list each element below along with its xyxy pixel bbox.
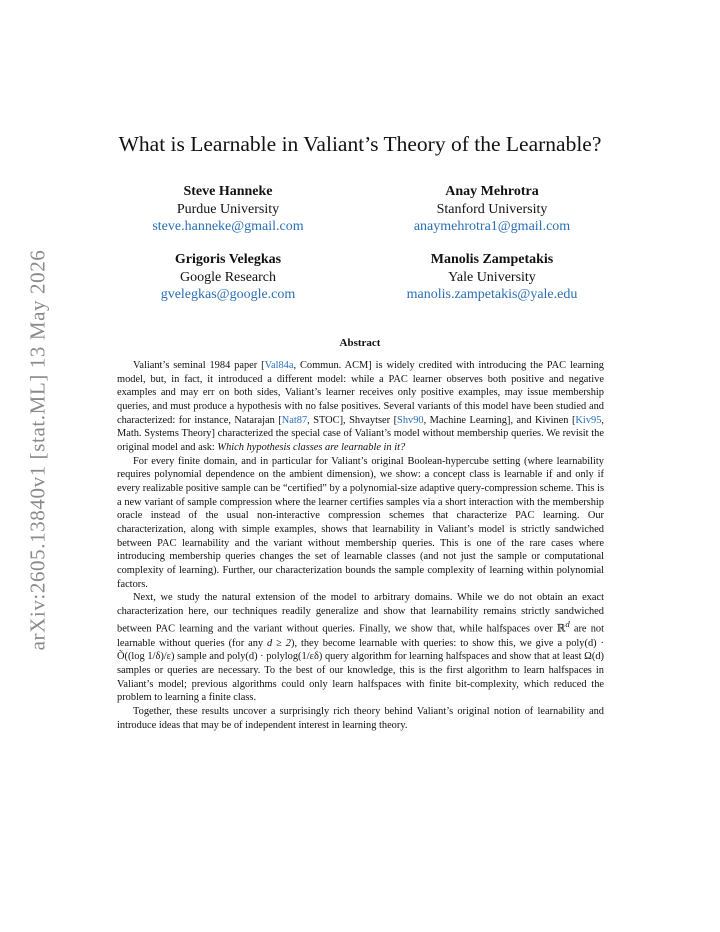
author-block [98, 251, 358, 304]
abstract-paragraph: For every finite domain, and in particular for Valiant’s original Boolean-hypercube setting (where learnability requires polynomial dependence on the ambient dimension), we show: a concept class is learnable if and only if every realizable positive sample can be “certified” by a polynomial-size adaptive query-compression scheme. This is a new variant of sample compression where the learner certifies samples via a short interaction with the membership oracle instead of the usual non-interactive compression schemes that characterize PAC learning. Our characterization, along with simple examples, shows that learnability in Valiant’s model is strictly sandwiched between PAC learnability and the variant without membership queries. This is one of the rare cases where introducing membership queries changes the set of learnable classes (and not just the sample or computational complexity of learning). Further, our characterization bounds the sample complexity of learning within polynomial factors. [117, 455, 604, 590]
author-name: Manolis Zampetakis [430, 252, 554, 267]
author-block [98, 183, 358, 236]
abstract-body [117, 359, 604, 732]
author-email-link[interactable]: gvelegkas@google.com [160, 287, 296, 302]
author-affiliation: Purdue University [176, 201, 280, 217]
arxiv-sidebar [18, 240, 58, 660]
abstract-text: are not learnable without queries (for any [117, 623, 604, 649]
math-inline: Ω(d) [584, 651, 604, 663]
abstract-text: samples or queries are necessary. To the best of our knowledge, this is the first algorithm to learn halfspaces in Valiant’s model; previous algorithms could only learn halfspaces with finite bit-complexity, which reduced the problem to learning a finite class. [117, 664, 604, 704]
abstract-text: ), they become learnable with queries: to show this, we give a [290, 637, 567, 649]
abstract-text: , Commun. ACM] is widely credited with introducing the PAC learning model, but, in fact, it introduced a different model: while a PAC learner observes both positive and negative examples and may err on both sides, Valiant’s learner receives only positive examples, may issue membership queries, and must produce a hypothesis with no false positives. Several variants of this model have been studied and characterized: for instance, Natarajan [ [117, 360, 604, 426]
author-name: Steve Hanneke [183, 184, 273, 199]
arxiv-identifier: arXiv:2605.13840v1 [stat.ML] 13 May 2026 [25, 249, 50, 651]
author-affiliation: Google Research [179, 269, 277, 285]
abstract-heading: Abstract [339, 337, 381, 349]
math-inline: poly(d) · polylog(1/εδ) [226, 651, 323, 663]
author-email-link[interactable]: steve.hanneke@gmail.com [152, 219, 304, 234]
math-exponent: d [565, 619, 570, 630]
abstract-text: , STOC], Shvaytser [ [307, 414, 398, 426]
paper-title: What is Learnable in Valiant’s Theory of the Learnable? [118, 132, 602, 156]
abstract-text: sample and [174, 651, 227, 663]
citation-link[interactable]: Shv90 [397, 414, 424, 426]
citation-link[interactable]: Kiv95 [575, 414, 602, 426]
author-affiliation: Stanford University [436, 201, 548, 217]
abstract-text: , Math. Systems Theory] characterized the special case of Valiant’s model without membership queries. We revisit the original model and ask: [117, 414, 605, 453]
abstract-paragraph: Together, these results uncover a surprisingly rich theory behind Valiant’s original notion of learnability and introduce ideas that may be of independent interest in learning theory. [117, 705, 604, 731]
author-block [362, 183, 622, 236]
abstract-text: Valiant’s seminal 1984 paper [ [133, 360, 265, 371]
math-inline: d ≥ 2 [267, 637, 291, 649]
abstract-text: Next, we study the natural extension of the model to arbitrary domains. While we do not obtain an exact characterization here, our techniques readily generalize and show that learnability remains strictly sandwiched between PAC learning and the variant without queries. Finally, we show that, while halfspaces over [117, 592, 604, 635]
math-inline: poly(d) · Õ((log 1/δ)/ε) [117, 637, 604, 663]
author-email-link[interactable]: manolis.zampetakis@yale.edu [406, 287, 578, 302]
abstract-text: , Machine Learning], and Kivinen [ [423, 414, 576, 426]
author-name: Grigoris Velegkas [174, 252, 282, 267]
research-question: Which hypothesis classes are learnable in it? [217, 441, 406, 453]
citation-link[interactable]: Val84a [264, 360, 294, 371]
author-name: Anay Mehrotra [445, 184, 539, 199]
math-reals: ℝ [556, 623, 566, 635]
author-affiliation: Yale University [448, 269, 536, 285]
abstract-paragraph [117, 359, 604, 455]
abstract-paragraph [117, 591, 604, 705]
author-email-link[interactable]: anaymehrotra1@gmail.com [413, 219, 571, 234]
abstract-text: query algorithm for learning halfspaces and show that at least [322, 651, 585, 663]
author-block [362, 251, 622, 304]
citation-link[interactable]: Nat87 [281, 414, 308, 426]
